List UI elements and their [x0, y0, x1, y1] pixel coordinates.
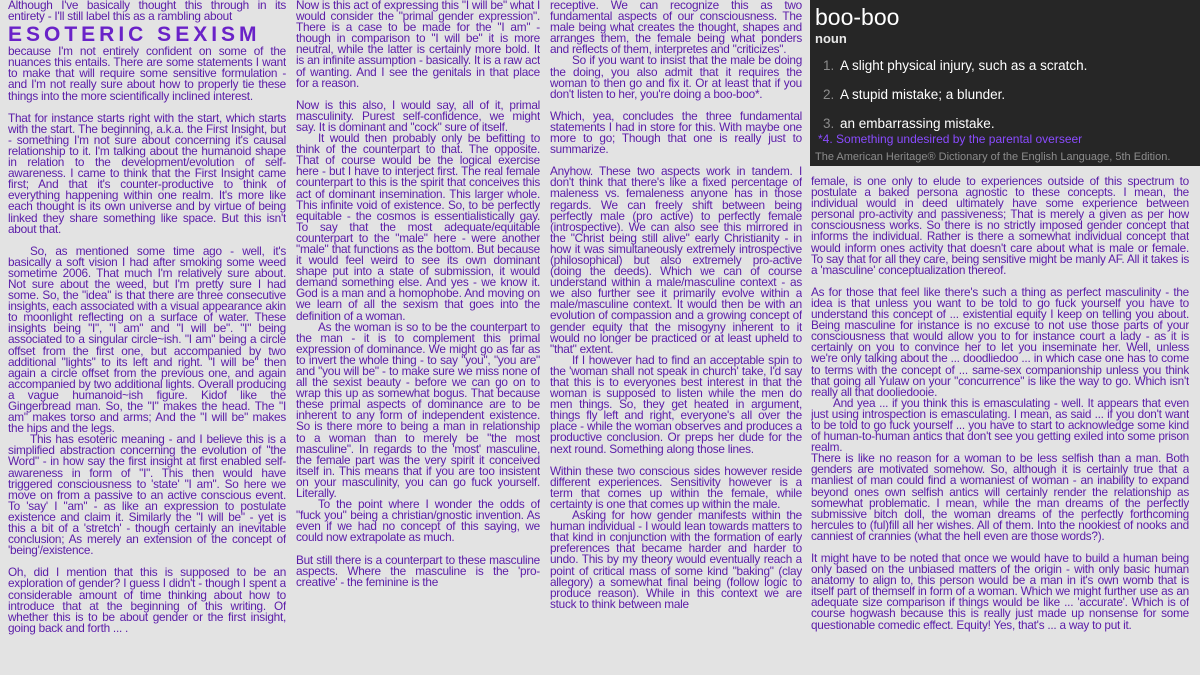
dictionary-source: The American Heritage® Dictionary of the English Language, 5th Edition. [815, 151, 1171, 163]
paragraph: And yea ... if you think this is emasculating - well. It appears that even just using introspection is emasculating. I mean, as said ... if you don't want to be told to go fuck yourself ... you have to start to acknowledge some kind of human-to-human antics that don't see you getting exiled into some prison realm. [811, 395, 1189, 455]
column-2 [296, 0, 540, 675]
paragraph: Anyhow. These two aspects work in tandem. I don't think that there's like a fixed percentage of maleness vs. femaleness anyone has in those regards. We can freely shift between being perfectly male (pro active) to perfectly female (introspective). We can also see this mirrored in the "Christ being still alive" early Christianity - in how it was simultaneously extremely introspective (philosophical) but also extremely pro-active (doing the deeds). Which we can of course understand within a male/masculine context - as we also further see it primarily evolve within a male/masculine context. It would then be with an evolution of compassion and a growing concept of gender equity that the misogyny inherent to it would no longer be practiced or at least upheld to "that" extent. [550, 164, 802, 356]
essay-title: ESOTERIC SEXISM [8, 23, 261, 47]
definition-text: an embarrassing mistake. [840, 116, 995, 131]
paragraph: Asking for how gender manifests within the human individual - I would lean towards matters to that kind in conjunction with the formation of early preferences that became harder and harder to undo. This by my theory would eventually reach a point of critical mass of some kind "baking" (clay allegory) a somewhat final being (follow logic to produce reason). While in this context we are stuck to think between male [550, 508, 802, 611]
paragraph: female, is one only to elude to experiences outside of this spectrum to postulate a baked persona agnostic to these concepts. I mean, the individual would in deed ultimately have some experience between personal pro-activity and passiveness; That is merely a given as per how consciousness works. So there is no strictly imposed gender concept that informs the individual. Rather is there a somewhat individual concept that would inform ones activity that doesn't care about what is male or female. To say that for all they care, being sensitive might be manly AF. All it takes is a 'masculine' conceptualization thereof. [811, 176, 1189, 277]
paragraph: It would then probably only be befitting to think of the counterpart to that. The opposite. That of course would be the logical exercise here - but I have to interject first. The real female counterpart to this is the spirit that conceives this act of dominant insemination. This larger whole. This infinite void of existence. So, to be perfectly equitable - the cosmos is essentialistically gay. To say that the most adequate/equitable counterpart to the "male" here - were another "male" that functions as the bottom. But because it would feel weird to see its own dominant shape put into a state of submission, it would demand something else. And yes - we know it. God is a man and a homophobe. And moving on we learn of all the sexism that goes into the definition of a woman. [296, 131, 540, 323]
intro-text: Although I've basically thought this through in its entirety - I'll still label this as a rambling about [8, 0, 286, 24]
paragraph: As for those that feel like there's such a thing as perfect masculinity - the idea is that unless you want to be told to go fuck yourself you have to understand this concept of ... existential equity I keep on telling you about. Being masculine for instance is no excuse to not use those parts of your consciousness that would allow you to for instance court a lady - as it is certainly on you to convince her to let you inseminate her. Well, unless we're only talking about the ... doodliedoo ... in which case one has to come to terms with the concept of ... same-sex companionship unless you think that going all Yulaw on your "concurrence" is like the way to go. Which isn't really all that dooliedooie. [811, 284, 1189, 399]
paragraph: It might have to be noted that once we would have to build a human being only based on the unbiased matters of the origin - with only basic human anatomy to align to, this person would be a man in it's own womb that is itself part of themself in form of a woman. Which we might further use as an adequate size comparison if things would be like ... 'accurate'. Which is of course hogwash because this is really just made up nonsense for some questionable comedic effect. Equity! Yes, that's ... a way to put it. [811, 551, 1189, 632]
paragraph: This has esoteric meaning - and I believe this is a simplified abstraction concerning the evolution of "the Word" - in how say the first insight at first enabled self-awareness in form of "I". This then would have triggered consciousness to 'state' "I am". So here we move on from a passive to an active conscious event. To 'say' I "am" - as like an expression to postulate existence and claim it. Similarly the "I will be" - yet is this a bit of a 'stretch' - though certainly an inevitable conclusion; As merely an extension of the concept of 'being'/existence. [8, 432, 286, 558]
definition-list [810, 56, 1195, 143]
added-definition: *4. Something undesired by the parental overseer [818, 132, 1083, 146]
definition-number: 1. [823, 58, 835, 73]
paragraph: So if you want to insist that the male be doing the doing, you also admit that it requires the woman to then go and fix it. Or at least that if you don't listen to her, you're doing a boo-boo*. [550, 53, 802, 101]
definition-number: 2. [823, 87, 835, 102]
definition-text: A stupid mistake; a blunder. [840, 87, 1006, 102]
paragraph: But still there is a counterpart to these masculine aspects. Where the masculine is the 'pro-creative' - the feminine is the [296, 552, 540, 589]
definition-text: A slight physical injury, such as a scratch. [840, 58, 1088, 73]
definition-number: 3. [823, 116, 835, 131]
paragraph: That for instance starts right with the start, which starts with the start. The beginning, a.k.a. the First Insight, but - something I'm not sure about concerning it's causal relationship to it. I'm talking about the humanoid shape in relation to the development/evolution of self-awareness. I came to think that the First Insight came first; And that it's counter-productive to think of everything happening within one realm. It's more like each thought is its own universe and by virtue of being linked they share something like space. But this isn't about that. [8, 110, 286, 236]
paragraph: Now is this act of expressing this "I will be" what I would consider the "primal gender expression". There is a case to be made for the "I am" - though in comparison to "I will be" it is more neutral, while the latter is certainly more bold. It is an infinite assumption - basically. It is a raw act of wanting. And I see the genitals in that place for a reason. [296, 0, 540, 90]
paragraph: Oh, did I mention that this is supposed to be an exploration of gender? I guess I didn't - though I spent a considerable amount of time thinking about how to introduce that at the beginning of this writing. Of whether this is to be about gender or the first insight, going back and forth ... . [8, 565, 286, 635]
paragraph: Which, yea, concludes the three fundamental statements I had in store for this. With maybe one more to go; Though that one is really just to summarize. [550, 108, 802, 157]
column-4 [811, 176, 1189, 675]
paragraph: As the woman is so to be the counterpart to the man - it is to complement this primal expression of dominance. We might go as far as to invert the whole thing - to say "you", "you are" and "you will be" - to make sure we miss none of all the sexist beauty - before we can go on to wrap this up as somewhat bogus. That because these primal aspects of dominance are to be inherent to any form of independent existence. So is there more to being a man in relationship to a woman than to merely be "the most masculine". In regards to the 'most' masculine, the female part was the very spirit it conceived itself in. This means that if you are too insistent on your masculinity, you can go fuck yourself. Literally. [296, 319, 540, 501]
paragraph: Within these two conscious sides however reside different experiences. Sensitivity however is a term that comes up within the female, while certainty is one that comes up within the male. [550, 463, 802, 511]
definition-item [810, 85, 1195, 114]
column-1 [8, 0, 286, 675]
paragraph: If I however had to find an acceptable spin to the 'woman shall not speak in church' take, I'd say that this is to everyones best interest in that the woman is supposed to listen while the men do men things. So, they get heated in argument, things fly left and right, everyone's all over the place - while the woman observes and produces a productive conclusion. Or preps her dude for the next round. Something along those lines. [550, 352, 802, 456]
paragraph: because I'm not entirely confident on some of the nuances this entails. There are some statements I want to make that will require some sensitive formulation - and I'm not really sure about how to properly tie these things into the more scientifically inclined interest. [8, 44, 286, 103]
paragraph: Now is this also, I would say, all of it, primal masculinity. Purest self-confidence, we might say. It is dominant and "cock" sure of itself. [296, 97, 540, 134]
paragraph: To the point where I wonder the odds of "fuck you" being a christian/gnostic invention. As even if we had no concept of this saying, we could now extrapolate as much. [296, 497, 540, 545]
paragraph: So, as mentioned some time ago - well, it's basically a soft vision I had after smoking some weed sometime 2006. That much I'm relatively sure about. Not sure about the weed, but I'm pretty sure I had some. So, the "idea" is that there are three consecutive insights, each associated with a visual appearance akin to moonlight reflecting on a surface of water. These insights being "I", "I am" and "I will be". "I" being associated to a singular circle~ish. "I am" being a circle offset from the first one, but accompanied by two additional "lights" to its left and right. "I will be" then again a circle offset from the previous one, and again accompanied by two additional lights. Overall producing a vague humanoid~ish figure. Kidof like the Gingerbread man. So, the "I" makes the head. The "I am" makes torso and arms; And the "I will be" makes the hips and the legs. [8, 243, 286, 436]
part-of-speech: noun [815, 31, 847, 46]
paragraph: receptive. We can recognize this as two fundamental aspects of our consciousness. The male being what creates the thought, shapes and arranges them, the female being what ponders and reflects of them, interpretes and "criticizes". [550, 0, 802, 57]
dictionary-card [810, 0, 1200, 166]
column-3 [550, 0, 802, 675]
dictionary-word: boo-boo [815, 4, 900, 30]
definition-item [810, 56, 1195, 85]
paragraph: There is like no reason for a woman to be less selfish than a man. Both genders are motivated somehow. So, although it is certainly true that a manliest of man could find a womaniest of woman - an inability to expand beyond ones own selfish antics will certainly render the relationship as somewhat problematic. I mean, while the man dreams of the perfectly submissive bitch doll, the woman dreams of the perfectly forthcoming hercules to (ful)fill all her wishes. All of them. Into the nookiest of nooks and canniest of crannies (what the hell even are those words?). [811, 451, 1189, 543]
